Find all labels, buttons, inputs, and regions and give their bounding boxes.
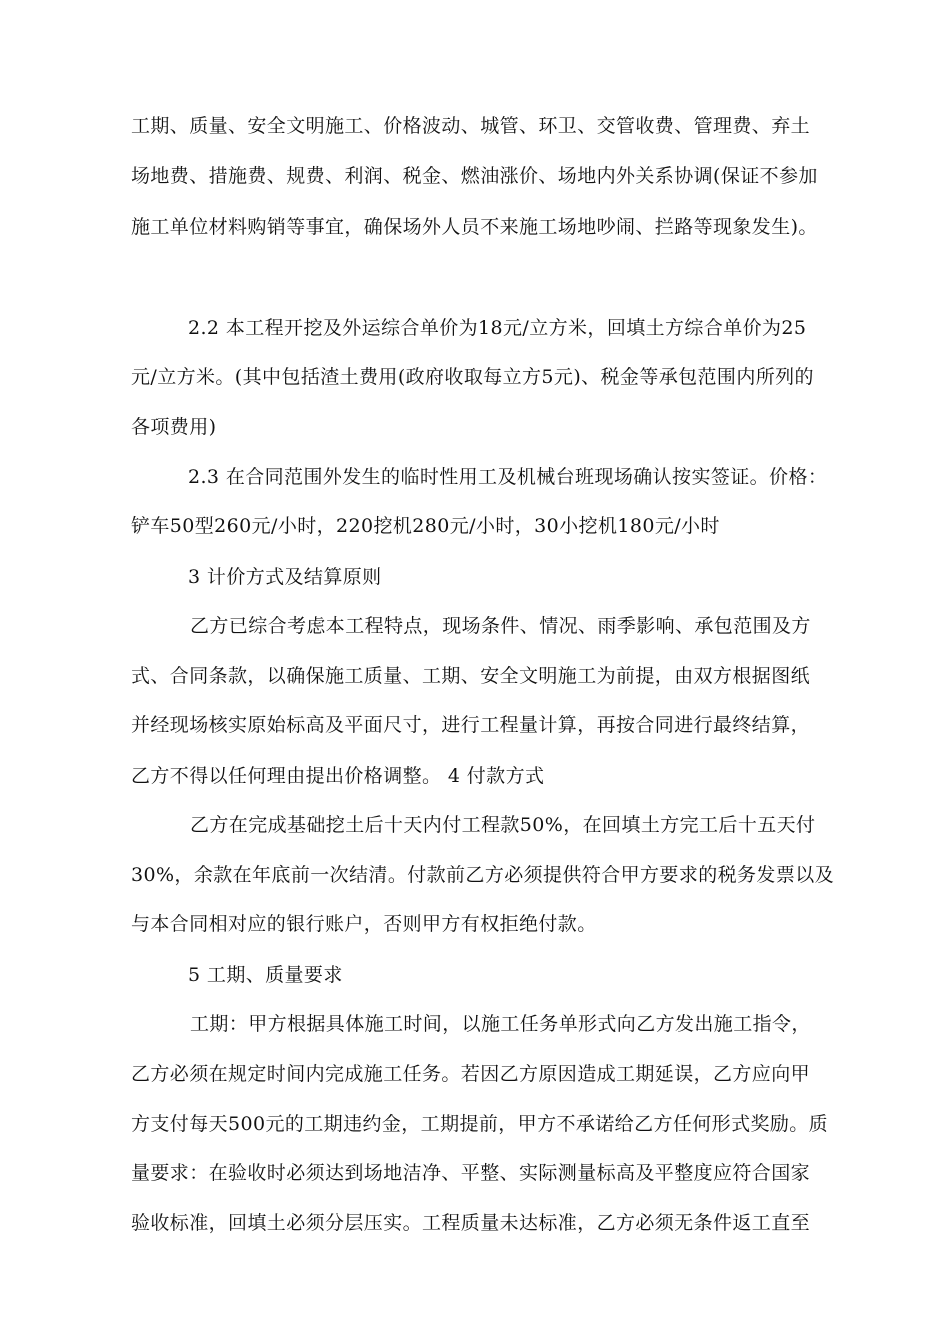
text-line: 乙方已综合考虑本工程特点，现场条件、情况、雨季影响、承包范围及方: [190, 615, 811, 637]
section-heading: 3 计价方式及结算原则: [188, 566, 382, 588]
text-line: 铲车50型260元/小时，220挖机280元/小时，30小挖机180元/小时: [131, 515, 720, 537]
text-line: 施工单位材料购销等事宜，确保场外人员不来施工场地吵闹、拦路等现象发生)。: [131, 216, 818, 238]
section-heading: 5 工期、质量要求: [188, 964, 343, 986]
text-line: 方支付每天500元的工期违约金，工期提前，甲方不承诺给乙方任何形式奖励。质: [131, 1113, 829, 1135]
text-line: 工期、质量、安全文明施工、价格波动、城管、环卫、交管收费、管理费、弃土: [131, 115, 811, 137]
text-line: 工期：甲方根据具体施工时间，以施工任务单形式向乙方发出施工指令，: [190, 1013, 811, 1035]
text-line: 乙方在完成基础挖土后十天内付工程款50%，在回填土方完工后十五天付: [190, 814, 816, 836]
text-line: 2.2 本工程开挖及外运综合单价为18元/立方米，回填土方综合单价为25: [188, 317, 807, 339]
text-line: 乙方必须在规定时间内完成施工任务。若因乙方原因造成工期延误，乙方应向甲: [131, 1063, 811, 1085]
text-line: 乙方不得以任何理由提出价格调整。 4 付款方式: [131, 765, 545, 787]
text-line: 验收标准，回填土必须分层压实。工程质量未达标准，乙方必须无条件返工直至: [131, 1212, 811, 1234]
text-line: 式、合同条款，以确保施工质量、工期、安全文明施工为前提，由双方根据图纸: [131, 665, 811, 687]
text-line: 与本合同相对应的银行账户，否则甲方有权拒绝付款。: [131, 913, 597, 935]
text-line: 并经现场核实原始标高及平面尺寸，进行工程量计算，再按合同进行最终结算，: [131, 714, 811, 736]
text-line: 30%，余款在年底前一次结清。付款前乙方必须提供符合甲方要求的税务发票以及: [131, 864, 835, 886]
text-line: 场地费、措施费、规费、利润、税金、燃油涨价、场地内外关系协调(保证不参加: [131, 165, 818, 187]
text-line: 2.3 在合同范围外发生的临时性用工及机械台班现场确认按实签证。价格：: [188, 466, 828, 488]
text-line: 量要求：在验收时必须达到场地洁净、平整、实际测量标高及平整度应符合国家: [131, 1162, 811, 1184]
text-line: 元/立方米。(其中包括渣土费用(政府收取每立方5元)、税金等承包范围内所列的: [131, 366, 814, 388]
text-line: 各项费用): [131, 416, 217, 438]
